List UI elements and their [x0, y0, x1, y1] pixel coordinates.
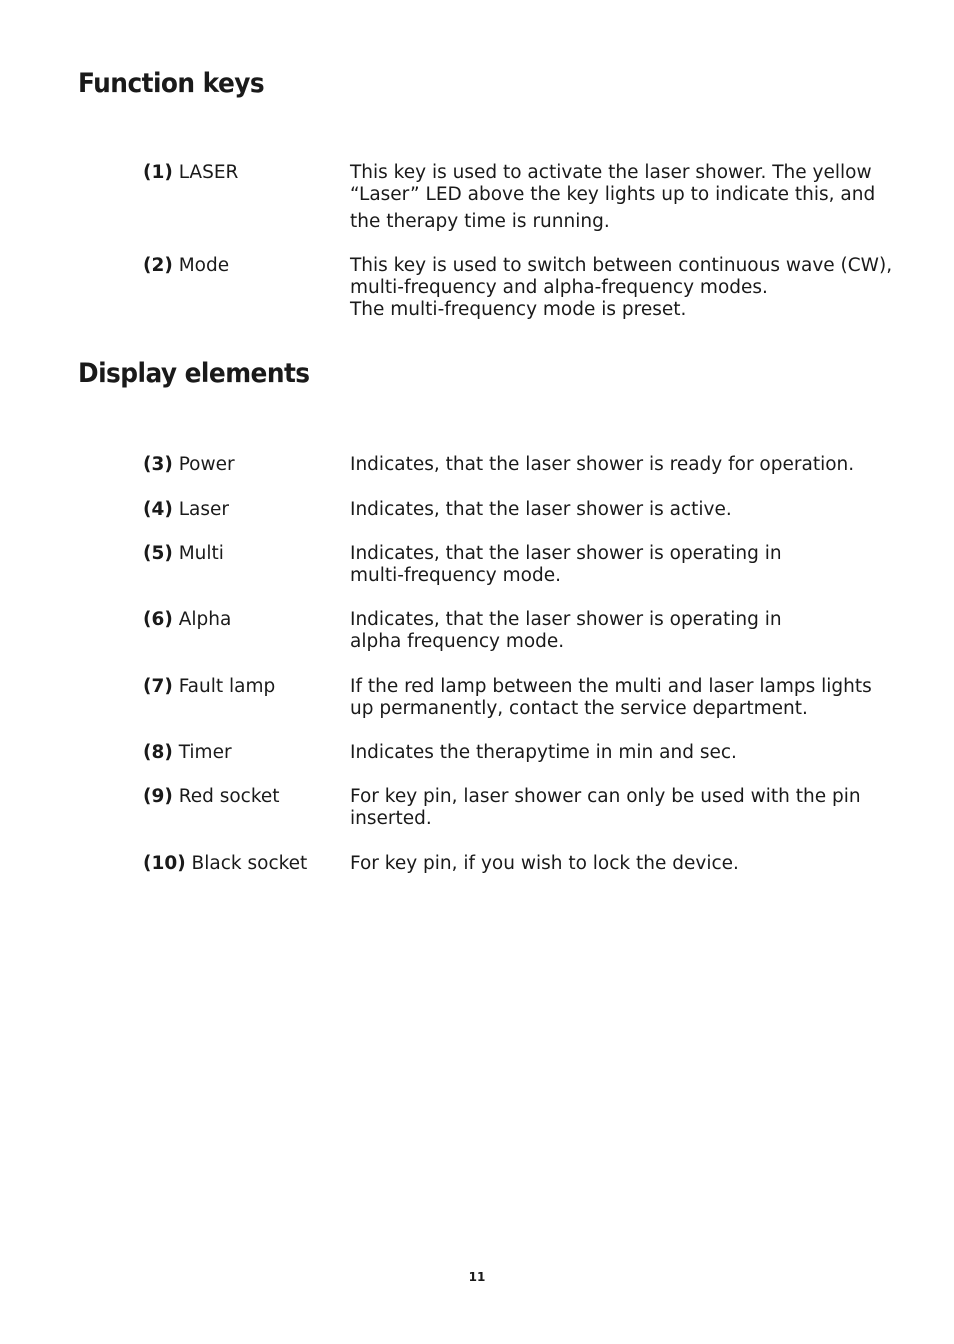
description-line: Indicates, that the laser shower is operating in	[350, 609, 782, 630]
description-line: “Laser” LED above the key lights up to indicate this, and	[350, 184, 876, 205]
definition-item-fault-lamp	[143, 676, 883, 720]
item-label: Alpha	[178, 609, 232, 630]
section-title-display-elements: Display elements	[78, 358, 310, 389]
item-term	[143, 742, 350, 764]
item-term	[143, 676, 350, 720]
item-term	[143, 454, 350, 476]
item-term	[143, 609, 350, 653]
item-number: (6)	[143, 609, 173, 630]
definition-item-laser-key	[143, 162, 883, 233]
item-label: Power	[178, 454, 235, 475]
item-number: (1)	[143, 162, 173, 183]
item-description	[350, 255, 892, 321]
item-term	[143, 786, 350, 830]
item-label: Fault lamp	[178, 676, 276, 697]
section-title-function-keys: Function keys	[78, 68, 265, 99]
description-line: the therapy time is running.	[350, 211, 610, 232]
description-line: This key is used to switch between continuous wave (CW),	[350, 255, 893, 276]
item-term	[143, 255, 350, 321]
item-label: Black socket	[191, 853, 308, 874]
description-line: inserted.	[350, 808, 432, 829]
item-label: Timer	[178, 742, 232, 763]
item-number: (10)	[143, 853, 186, 874]
item-description	[350, 853, 883, 875]
item-number: (2)	[143, 255, 173, 276]
definition-item-power	[143, 454, 883, 476]
description-line: Indicates, that the laser shower is operating in	[350, 543, 782, 564]
description-line: This key is used to activate the laser shower. The yellow	[350, 162, 872, 183]
description-line: up permanently, contact the service department.	[350, 698, 808, 719]
definition-item-mode-key	[143, 255, 893, 321]
description-line: Indicates the therapytime in min and sec.	[350, 742, 737, 763]
item-number: (9)	[143, 786, 173, 807]
item-label: Laser	[178, 499, 229, 520]
definition-item-red-socket	[143, 786, 883, 830]
item-term	[143, 499, 350, 521]
item-term	[143, 853, 350, 875]
item-description	[350, 676, 883, 720]
definition-item-timer	[143, 742, 883, 764]
item-number: (5)	[143, 543, 173, 564]
description-line: For key pin, if you wish to lock the device.	[350, 853, 739, 874]
definition-item-laser	[143, 499, 883, 521]
description-line: The multi-frequency mode is preset.	[350, 299, 687, 320]
item-number: (7)	[143, 676, 173, 697]
item-description	[350, 742, 883, 764]
item-description	[350, 499, 883, 521]
definition-item-alpha	[143, 609, 883, 653]
item-term	[143, 162, 350, 233]
description-line: multi-frequency and alpha-frequency modes.	[350, 277, 768, 298]
description-line: If the red lamp between the multi and laser lamps lights	[350, 676, 872, 697]
item-number: (8)	[143, 742, 173, 763]
item-description	[350, 162, 883, 233]
item-number: (3)	[143, 454, 173, 475]
item-description	[350, 786, 883, 830]
item-description	[350, 609, 883, 653]
description-line: Indicates, that the laser shower is ready for operation.	[350, 454, 855, 475]
description-line: For key pin, laser shower can only be used with the pin	[350, 786, 861, 807]
item-description	[350, 454, 883, 476]
description-line: multi-frequency mode.	[350, 565, 561, 586]
description-line: alpha frequency mode.	[350, 631, 565, 652]
item-label: Mode	[178, 255, 230, 276]
item-label: Multi	[178, 543, 224, 564]
item-number: (4)	[143, 499, 173, 520]
description-line: Indicates, that the laser shower is active.	[350, 499, 732, 520]
item-description	[350, 543, 883, 587]
page-number: 11	[468, 1270, 486, 1284]
definition-item-multi	[143, 543, 883, 587]
item-label: Red socket	[178, 786, 280, 807]
definition-item-black-socket	[143, 853, 883, 875]
item-label: LASER	[178, 162, 239, 183]
item-term	[143, 543, 350, 587]
